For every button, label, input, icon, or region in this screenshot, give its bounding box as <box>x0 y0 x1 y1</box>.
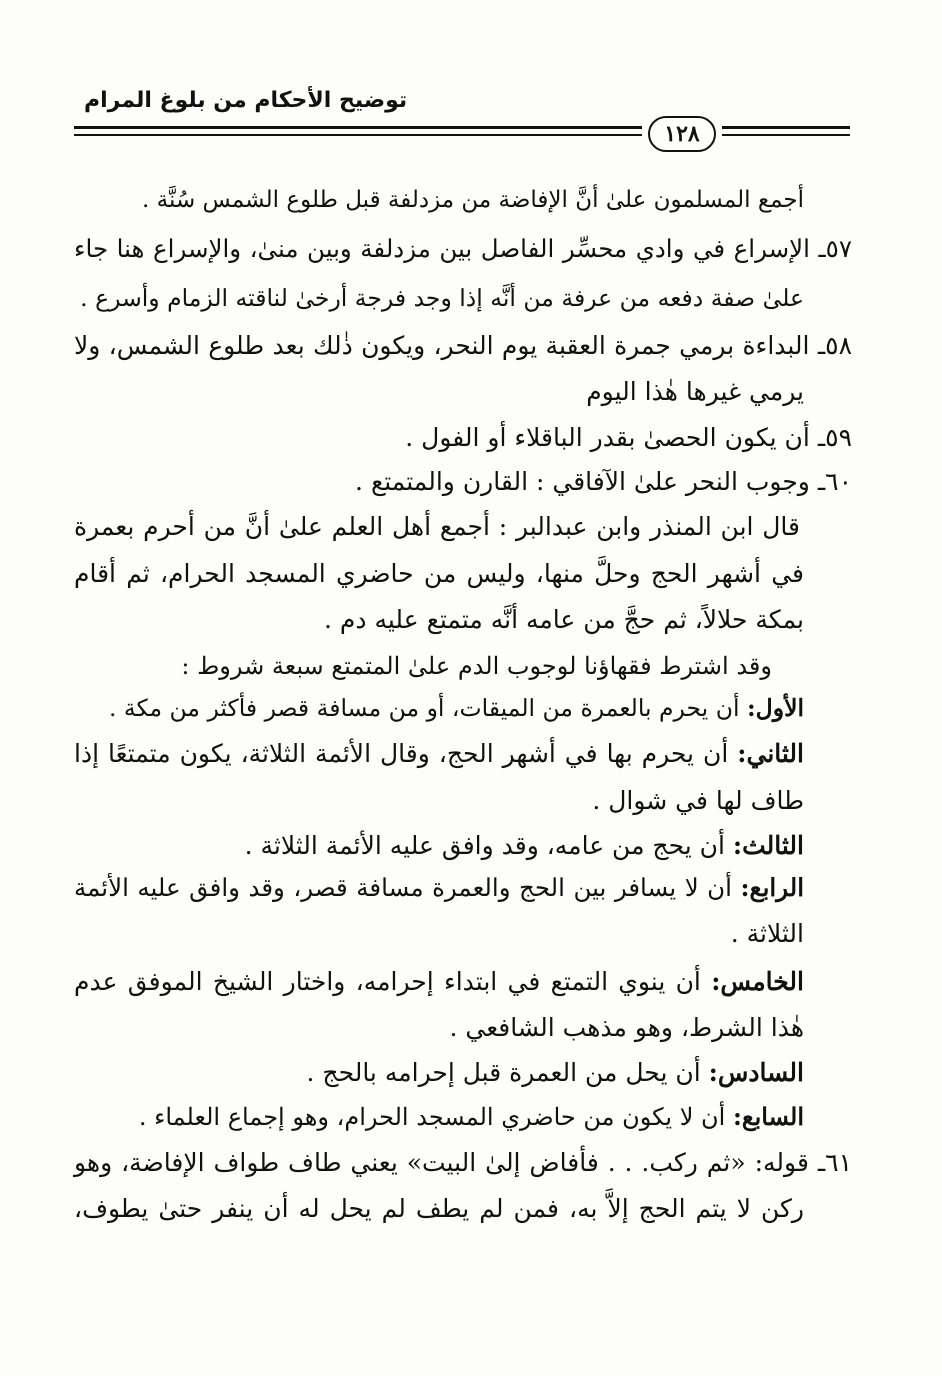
line-text: البداءة برمي جمرة العقبة يوم النحر، ويكون ذٰلك بعد طلوع الشمس، ولا <box>74 331 810 360</box>
body-line <box>74 1189 804 1229</box>
condition-line <box>74 868 804 908</box>
body-line <box>74 507 800 547</box>
item-number: ٦٠ـ <box>817 467 852 496</box>
line-text: أن لا يسافر بين الحج والعمرة مسافة قصر، وقد وافق عليه الأئمة <box>74 873 732 902</box>
line-text: أن يكون الحصىٰ بقدر الباقلاء أو الفول . <box>405 423 810 452</box>
line-text: وجوب النحر علىٰ الآفاقي : القارن والمتمتع . <box>355 467 810 496</box>
body-line <box>600 914 804 954</box>
body-line <box>400 372 804 412</box>
condition-line <box>200 826 804 866</box>
line-text: طاف لها في شوال . <box>592 786 804 815</box>
line-text: قال ابن المنذر وابن عبدالبر : أجمع أهل العلم علىٰ أنَّ من أحرم بعمرة <box>74 512 800 541</box>
condition-line <box>74 962 804 1002</box>
line-text: أن يحج من عامه، وقد وافق عليه الأئمة الثلاثة . <box>244 831 725 860</box>
line-text: وقد اشترط فقهاؤنا لوجوب الدم علىٰ المتمتع سبعة شروط : <box>181 652 772 680</box>
line-text: أن يحل من العمرة قبل إحرامه بالحج . <box>306 1058 701 1087</box>
line-text: في أشهر الحج وحلَّ منها، وليس من حاضري المسجد الحرام، ثم أقام <box>74 559 804 588</box>
condition-line <box>100 688 804 728</box>
line-text: أن يحرم بالعمرة من الميقات، أو من مسافة قصر فأكثر من مكة . <box>108 694 740 722</box>
line-text: يرمي غيرها هٰذا اليوم <box>586 377 804 406</box>
condition-term: الثالث: <box>732 831 804 860</box>
condition-term: السابع: <box>732 1102 804 1131</box>
condition-line <box>74 734 804 774</box>
header-rule <box>722 126 850 129</box>
condition-term: السادس: <box>708 1058 804 1087</box>
item-number: ٥٩ـ <box>817 423 852 452</box>
body-line <box>380 1008 804 1048</box>
list-item <box>74 326 852 366</box>
page-number: ١٢٨ <box>648 116 716 152</box>
header-rule <box>74 126 642 129</box>
body-line <box>74 554 804 594</box>
line-text: أجمع المسلمون علىٰ أنَّ الإفاضة من مزدلفة قبل طلوع الشمس سُنَّة . <box>142 187 804 213</box>
list-item <box>74 229 852 269</box>
item-number: ٦١ـ <box>817 1148 853 1177</box>
header-rule <box>722 134 850 136</box>
body-line <box>80 278 804 318</box>
body-line <box>130 180 804 220</box>
body-line <box>300 600 804 640</box>
line-text: أن يحرم بها في أشهر الحج، وقال الأئمة الثلاثة، يكون متمتعًا إذا <box>74 739 729 768</box>
condition-line <box>140 1097 804 1137</box>
item-number: ٥٧ـ <box>818 234 852 263</box>
condition-term: الخامس: <box>711 967 804 996</box>
list-item <box>300 418 852 458</box>
condition-term: الثاني: <box>737 739 804 768</box>
line-text: علىٰ صفة دفعه من عرفة من أنَّه إذا وجد فرجة أرخىٰ لناقته الزمام وأسرع . <box>80 284 804 312</box>
header-rule <box>74 134 642 136</box>
condition-term: الأول: <box>746 694 804 722</box>
list-item <box>74 1143 852 1183</box>
list-item <box>300 462 852 502</box>
line-text: قوله: «ثم ركب. . . فأفاض إلىٰ البيت» يعني طاف طواف الإفاضة، وهو <box>74 1148 809 1177</box>
line-text: أن ينوي التمتع في ابتداء إحرامه، واختار الشيخ الموفق عدم <box>74 967 701 996</box>
line-text: الثلاثة . <box>730 919 804 948</box>
running-title: توضيح الأحكام من بلوغ المرام <box>84 88 408 113</box>
line-text: بمكة حلالاً، ثم حجَّ من عامه أنَّه متمتع عليه دم . <box>324 605 804 634</box>
body-line <box>500 781 804 821</box>
condition-term: الرابع: <box>740 873 804 902</box>
line-text: أن لا يكون من حاضري المسجد الحرام، وهو إجماع العلماء . <box>138 1103 726 1131</box>
body-line <box>180 646 772 686</box>
item-number: ٥٨ـ <box>817 331 852 360</box>
line-text: هٰذا الشرط، وهو مذهب الشافعي . <box>449 1013 804 1042</box>
line-text: ركن لا يتم الحج إلاَّ به، فمن لم يطف لم يحل له أن ينفر حتىٰ يطوف، <box>74 1194 804 1223</box>
condition-line <box>300 1053 804 1093</box>
line-text: الإسراع في وادي محسِّر الفاصل بين مزدلفة وبين منىٰ، والإسراع هنا جاء <box>74 234 810 263</box>
